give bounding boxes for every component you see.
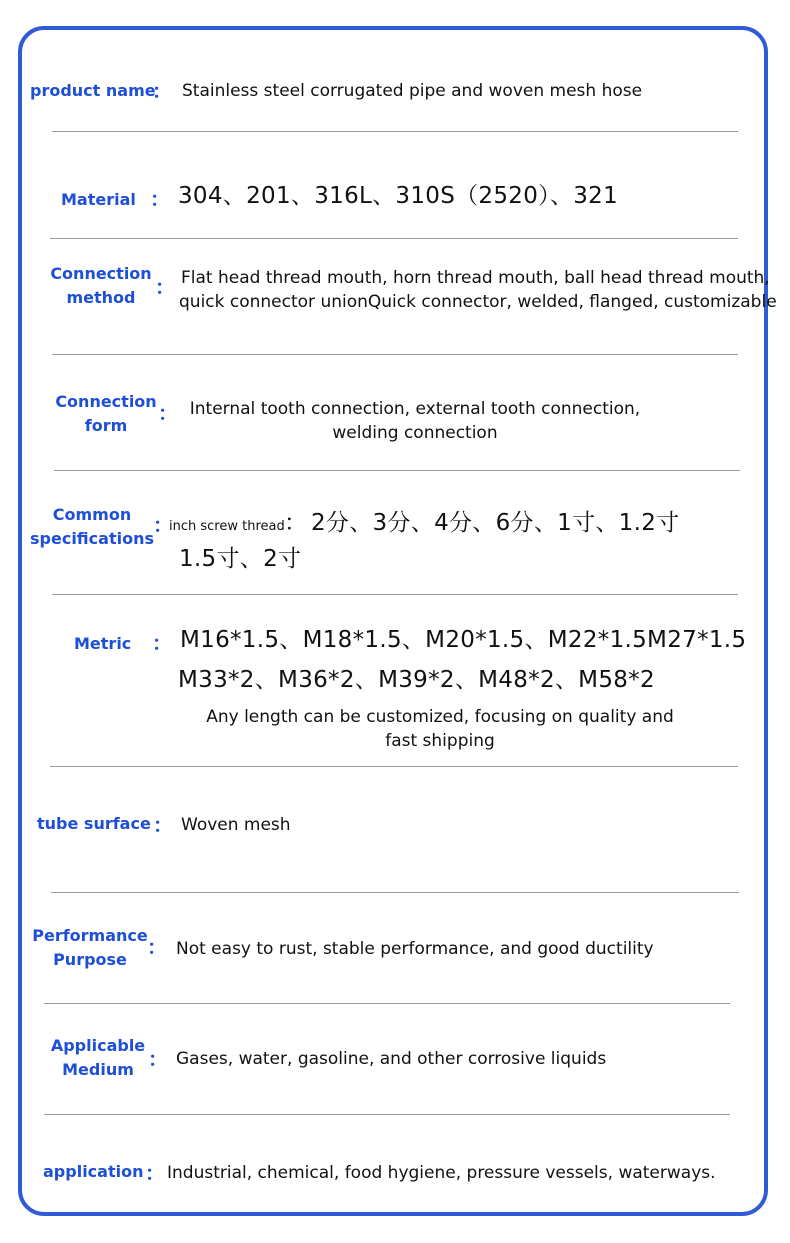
connection-method-colon: ：	[155, 275, 175, 299]
divider	[44, 1114, 730, 1115]
connection-method-value-line2: quick connector unionQuick connector, welded, flanged, customizable	[179, 292, 777, 312]
performance-label-line2: Purpose	[53, 950, 127, 969]
tube-surface-label: tube surface	[37, 814, 151, 833]
product-name-value: Stainless steel corrugated pipe and woven mesh hose	[182, 81, 643, 101]
applicable-medium-label-line1: Applicable	[50, 1036, 146, 1055]
performance-value: Not easy to rust, stable performance, and good ductility	[176, 939, 654, 959]
performance-label-line1: Performance	[32, 926, 148, 945]
inch-thread-values-line2: 1.5寸、2寸	[179, 546, 302, 572]
common-specs-label	[30, 503, 154, 551]
divider	[52, 354, 738, 355]
product-name-colon: ：	[152, 79, 172, 103]
applicable-medium-value: Gases, water, gasoline, and other corrosive liquids	[176, 1049, 607, 1069]
metric-values-line1: M16*1.5、M18*1.5、M20*1.5、M22*1.5M27*1.5	[180, 627, 747, 653]
material-colon: ：	[150, 187, 170, 211]
divider	[54, 470, 740, 471]
connection-method-value-line1: Flat head thread mouth, horn thread mouth, ball head thread mouth,	[181, 268, 770, 288]
divider	[52, 594, 738, 595]
connection-form-label	[50, 390, 162, 438]
divider	[51, 892, 739, 893]
tube-surface-colon: ：	[153, 813, 173, 837]
divider	[50, 766, 738, 767]
connection-form-value-line2: welding connection	[332, 423, 498, 443]
material-label: Material	[61, 190, 136, 209]
connection-form-value-line1: Internal tooth connection, external tooth connection,	[189, 399, 641, 419]
performance-colon: ：	[147, 935, 167, 959]
common-specs-label-line2: specifications	[30, 529, 154, 548]
connection-method-label-line1: Connection	[50, 264, 152, 283]
application-label: application	[43, 1162, 144, 1181]
applicable-medium-label	[47, 1034, 149, 1082]
metric-values-line2: M33*2、M36*2、M39*2、M48*2、M58*2	[178, 667, 655, 693]
connection-method-label-line2: method	[66, 288, 136, 307]
metric-colon: ：	[152, 631, 172, 655]
applicable-medium-colon: ：	[148, 1047, 168, 1071]
application-colon: ：	[145, 1161, 165, 1185]
divider	[52, 131, 738, 132]
divider	[44, 1003, 730, 1004]
inch-thread-prefix: inch screw thread	[169, 519, 285, 534]
metric-label: Metric	[74, 634, 132, 653]
inch-thread-colon: ：	[284, 510, 308, 536]
material-value: 304、201、316L、310S（2520）、321	[178, 183, 619, 209]
common-specs-label-line1: Common	[52, 505, 132, 524]
inch-thread-values-line1: 2分、3分、4分、6分、1寸、1.2寸	[311, 510, 680, 536]
application-value: Industrial, chemical, food hygiene, pressure vessels, waterways.	[167, 1163, 716, 1183]
connection-form-label-line2: form	[84, 416, 128, 435]
connection-form-colon: ：	[158, 401, 178, 425]
metric-note-line1: Any length can be customized, focusing on quality and	[206, 707, 674, 727]
metric-note-line2: fast shipping	[385, 731, 495, 751]
divider	[50, 238, 738, 239]
performance-label	[32, 924, 148, 972]
product-name-label: product name	[30, 81, 156, 100]
connection-form-label-line1: Connection	[55, 392, 157, 411]
applicable-medium-label-line2: Medium	[62, 1060, 134, 1079]
connection-method-label	[45, 262, 157, 310]
common-specs-colon: ：	[153, 513, 173, 537]
tube-surface-value: Woven mesh	[181, 815, 291, 835]
